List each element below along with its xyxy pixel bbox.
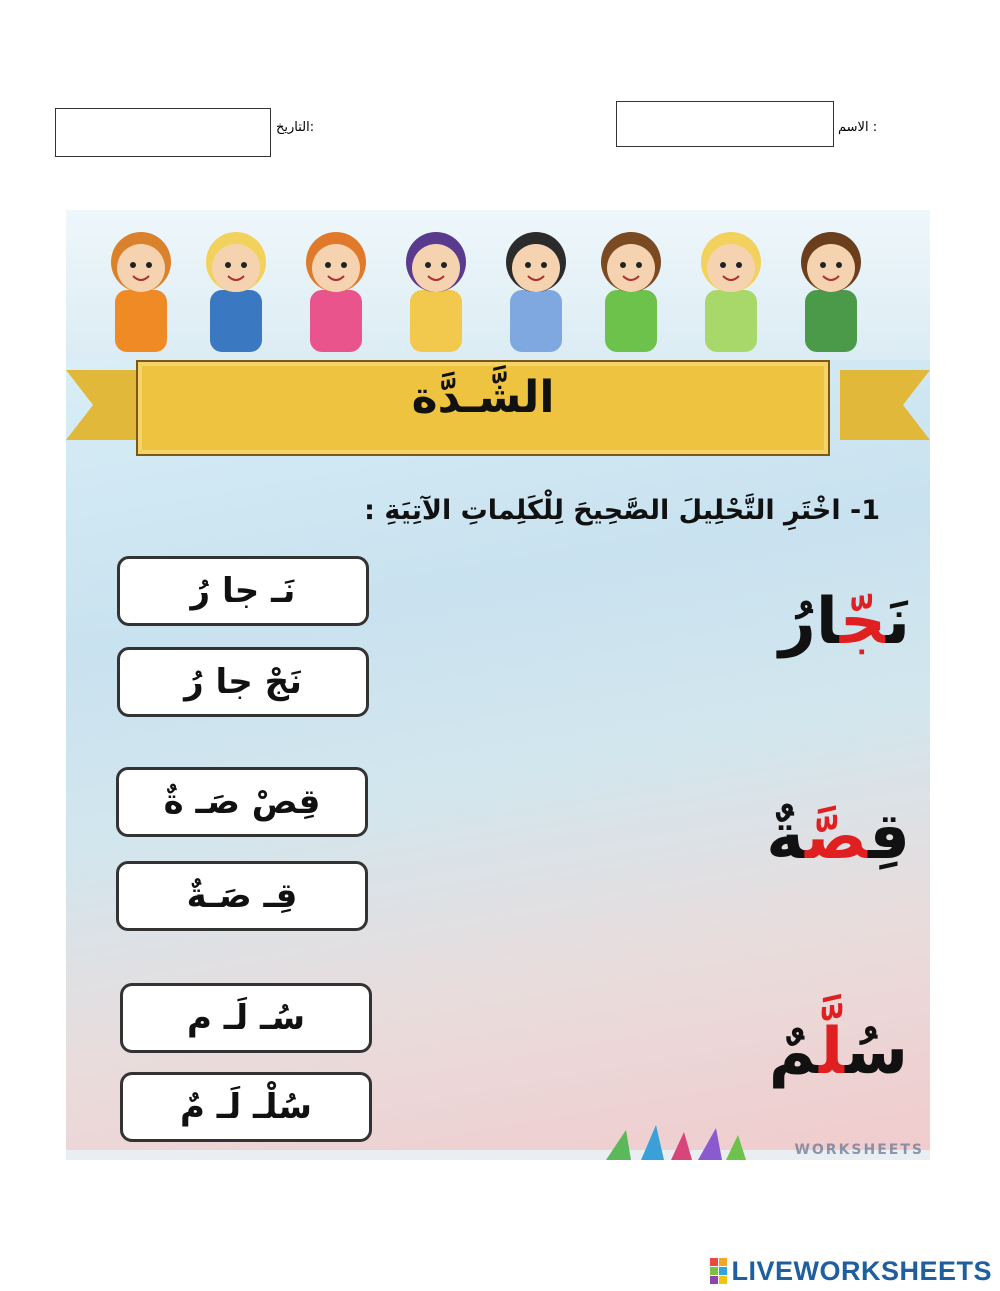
child-1-body — [115, 290, 167, 352]
child-8-body — [805, 290, 857, 352]
child-1-face — [117, 244, 165, 292]
worksheet-title: الشَّـدَّة — [411, 372, 555, 423]
watermark: WORKSHEETS — [794, 1142, 924, 1158]
worksheet-panel — [66, 210, 930, 1160]
child-5-body — [510, 290, 562, 352]
child-6-face — [607, 244, 655, 292]
target-word-2: قِصَّةٌ — [766, 800, 910, 874]
option-2a[interactable]: قِصْ صَـ ةٌ — [116, 767, 368, 837]
child-6-body — [605, 290, 657, 352]
child-7-face — [707, 244, 755, 292]
logo-text: LIVEWORKSHEETS — [731, 1255, 992, 1286]
option-1b[interactable]: نَجْ جا رُ — [117, 647, 369, 717]
target-word-1: نَجّارُ — [778, 585, 910, 659]
child-4-body — [410, 290, 462, 352]
liveworksheets-logo — [710, 1254, 992, 1288]
child-7-body — [705, 290, 757, 352]
option-1a[interactable]: نَـ جا رُ — [117, 556, 369, 626]
child-2-body — [210, 290, 262, 352]
title-banner — [136, 360, 830, 456]
option-3b[interactable]: سُلْـ لَـ مٌ — [120, 1072, 372, 1142]
child-2-face — [212, 244, 260, 292]
banner-tail-right — [840, 370, 930, 440]
child-4-face — [412, 244, 460, 292]
date-field[interactable] — [55, 108, 271, 157]
child-5-face — [512, 244, 560, 292]
instruction-text: 1- اخْتَرِ التَّحْلِيلَ الصَّحِيحَ لِلْكَلِماتِ الآتِيَةِ : — [364, 495, 880, 526]
children-illustration — [66, 210, 930, 370]
child-8-face — [807, 244, 855, 292]
logo-icon — [710, 1258, 727, 1284]
date-label: التاريخ: — [276, 120, 315, 135]
child-3-body — [310, 290, 362, 352]
option-2b[interactable]: قِـ صَـةٌ — [116, 861, 368, 931]
name-label: الاسم : — [838, 120, 878, 135]
target-word-3: سُلَّمٌ — [768, 1015, 908, 1089]
name-field[interactable] — [616, 101, 834, 147]
option-3a[interactable]: سُـ لَـ م — [120, 983, 372, 1053]
child-3-face — [312, 244, 360, 292]
